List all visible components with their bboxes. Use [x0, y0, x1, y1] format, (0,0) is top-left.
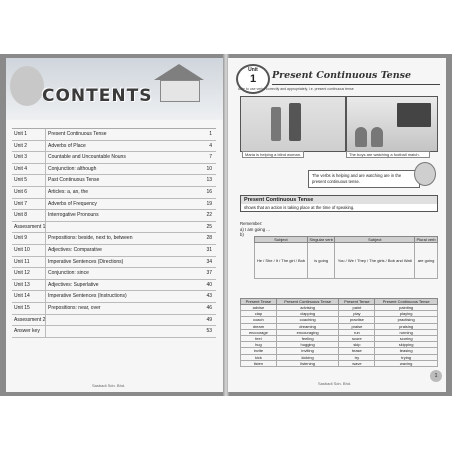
contents-row	[12, 175, 216, 187]
table-cell: advise	[241, 305, 277, 311]
contents-unit: Unit 2	[14, 142, 28, 149]
contents-unit: Unit 3	[14, 154, 28, 161]
contents-page: 19	[206, 200, 212, 207]
contents-page: 46	[206, 304, 212, 311]
contents-page: 1	[209, 131, 212, 137]
table-cell: invite	[241, 348, 277, 354]
table-cell: coaching	[276, 317, 339, 323]
table-cell: kick	[241, 354, 277, 360]
column-divider	[45, 233, 46, 244]
plural-verb: are going	[415, 243, 438, 279]
contents-title: Conjunction: since	[48, 270, 89, 277]
contents-header-illustration	[6, 58, 224, 120]
column-divider	[45, 245, 46, 256]
table-cell: skip	[339, 342, 375, 348]
contents-page: 22	[206, 212, 212, 219]
picture-helping-blind-woman	[240, 96, 346, 152]
contents-page: 25	[206, 223, 212, 230]
column-divider	[45, 291, 46, 302]
table-cell: waving	[375, 360, 438, 366]
column-divider	[45, 303, 46, 314]
contents-unit: Unit 10	[14, 246, 30, 253]
contents-title: Interrogative Pronouns	[48, 212, 99, 219]
boy-figure	[355, 127, 367, 147]
table-cell: running	[375, 329, 438, 335]
subject-verb-table	[254, 236, 438, 279]
table-cell: advising	[276, 305, 339, 311]
table-header: Plural verb	[416, 237, 436, 242]
table-cell: tease	[339, 348, 375, 354]
table-cell: wave	[339, 360, 375, 366]
contents-unit: Unit 1	[14, 131, 28, 137]
contents-page: 4	[209, 142, 212, 149]
woman-figure	[289, 103, 301, 141]
table-cell: teasing	[375, 348, 438, 354]
contents-page: 34	[206, 258, 212, 265]
table-cell: feel	[241, 336, 277, 342]
explanation-note: The verbs is helping and are watching are in the present continuous tense.	[308, 170, 420, 188]
contents-title: Present Continuous Tense	[48, 131, 107, 137]
table-header: Subject	[255, 237, 308, 243]
column-divider	[45, 268, 46, 279]
contents-unit: Unit 11	[14, 258, 30, 265]
table-cell: run	[339, 329, 375, 335]
contents-title: Adjectives: Superlative	[48, 281, 99, 288]
contents-unit: Unit 12	[14, 270, 30, 277]
table-cell: coach	[241, 317, 277, 323]
column-divider	[45, 199, 46, 210]
table-header: Subject	[335, 237, 415, 243]
column-divider	[45, 257, 46, 268]
contents-unit: Assessment 2	[14, 316, 46, 323]
column-divider	[45, 222, 46, 233]
contents-unit: Unit 14	[14, 293, 30, 300]
column-divider	[45, 280, 46, 291]
contents-row	[12, 303, 216, 315]
contents-title: Adverbs of Frequency	[48, 200, 97, 207]
table-cell: feeling	[276, 336, 339, 342]
column-divider	[45, 129, 46, 140]
unit-title: Present Continuous Tense	[272, 70, 412, 81]
contents-page: 7	[209, 154, 212, 161]
house-illustration	[154, 64, 204, 100]
contents-row	[12, 152, 216, 164]
singular-subjects: He / She / It / The girl / Bob	[255, 243, 308, 279]
contents-page: 43	[206, 293, 212, 300]
remember-b: b)	[240, 232, 244, 237]
column-divider	[45, 164, 46, 175]
table-cell: encourage	[241, 329, 277, 335]
contents-title: Conjunction: although	[48, 165, 97, 172]
contents-row	[12, 245, 216, 257]
table-header: Present Continuous Tense	[375, 299, 438, 305]
verb-forms-table	[240, 298, 438, 367]
contents-unit: Unit 15	[14, 304, 30, 311]
contents-unit: Assessment 1	[14, 223, 46, 230]
table-cell: score	[339, 336, 375, 342]
table-cell: hugging	[276, 342, 339, 348]
rule-body: shows that an action is taking place at the time of speaking.	[244, 205, 355, 210]
contents-row	[12, 326, 216, 338]
unit-badge-label: Unit	[248, 67, 258, 73]
table-cell: practising	[375, 317, 438, 323]
contents-page: 37	[206, 270, 212, 277]
contents-page: 49	[206, 316, 212, 323]
table-header: Singular verb	[309, 237, 333, 242]
house-roof	[154, 64, 204, 80]
rule-box	[240, 195, 438, 212]
table-header: Present Tense	[339, 299, 375, 305]
remember-a: a) I am going ...	[240, 226, 270, 232]
contents-unit: Unit 5	[14, 177, 28, 184]
table-cell: kicking	[276, 354, 339, 360]
table-cell: praising	[375, 323, 438, 329]
contents-row	[12, 233, 216, 245]
contents-unit: Unit 8	[14, 212, 28, 219]
contents-row	[12, 222, 216, 234]
contents-page	[6, 58, 224, 392]
contents-page: 16	[206, 188, 212, 195]
contents-title: Articles: a, an, the	[48, 188, 89, 195]
column-divider	[45, 315, 46, 326]
contents-row	[12, 315, 216, 327]
column-divider	[45, 326, 46, 337]
boy-figure	[371, 127, 383, 147]
contents-title: Past Continuous Tense	[48, 177, 100, 184]
contents-row	[12, 141, 216, 153]
contents-row	[12, 199, 216, 211]
table-cell: clapping	[276, 311, 339, 317]
learning-objective: Able to use verbs correctly and appropriately, i.e. present continuous tense	[238, 87, 354, 91]
contents-unit: Unit 9	[14, 235, 28, 242]
contents-row	[12, 291, 216, 303]
contents-title: Countable and Uncountable Nouns	[48, 154, 126, 161]
table-cell: encouraging	[276, 329, 339, 335]
table-header: Present Tense	[241, 299, 277, 305]
table-cell: hug	[241, 342, 277, 348]
unit-badge-number: 1	[249, 73, 257, 85]
column-divider	[45, 152, 46, 163]
contents-row	[12, 210, 216, 222]
tree-illustration	[10, 66, 44, 106]
title-underline	[272, 84, 440, 85]
table-cell: skipping	[375, 342, 438, 348]
contents-title: Prepositions: near, over	[48, 304, 101, 311]
remember-label: Remember:	[240, 221, 263, 226]
contents-row	[12, 280, 216, 292]
column-divider	[45, 141, 46, 152]
publisher-footer-left: Sasbadi Sdn. Bhd.	[92, 383, 126, 388]
contents-row	[12, 257, 216, 269]
contents-unit: Unit 7	[14, 200, 28, 207]
contents-page: 31	[206, 246, 212, 253]
table-cell: paint	[339, 305, 375, 311]
rule-heading: Present Continuous Tense	[241, 196, 437, 204]
television-icon	[397, 103, 431, 127]
caption-boys: The boys are watching a football match.	[346, 151, 430, 158]
contents-page: 10	[206, 165, 212, 172]
contents-row	[12, 129, 216, 141]
character-icon	[414, 162, 436, 186]
contents-title: Adjectives: Comparative	[48, 246, 102, 253]
contents-row	[12, 187, 216, 199]
contents-unit: Unit 6	[14, 188, 28, 195]
plural-subjects: You / We / They / The girls / Bob and Wati	[335, 243, 415, 279]
contents-page: 53	[206, 328, 212, 335]
table-header: Present Continuous Tense	[276, 299, 339, 305]
contents-title: Adverbs of Place	[48, 142, 86, 149]
contents-row	[12, 268, 216, 280]
contents-page: 40	[206, 281, 212, 288]
contents-title: Imperative Sentences (Directions)	[48, 258, 124, 265]
contents-title: Prepositions: beside, next to, between	[48, 235, 133, 242]
table-row	[241, 360, 438, 366]
table-cell: playing	[375, 311, 438, 317]
contents-page: 13	[206, 177, 212, 184]
table-cell: clap	[241, 311, 277, 317]
column-divider	[45, 187, 46, 198]
contents-unit: Answer key	[14, 328, 40, 335]
table-cell: inviting	[276, 348, 339, 354]
table-cell: practise	[339, 317, 375, 323]
column-divider	[45, 210, 46, 221]
contents-page: 28	[206, 235, 212, 242]
house-wall	[160, 80, 200, 102]
contents-unit: Unit 4	[14, 165, 28, 172]
contents-title: Imperative Sentences (Instructions)	[48, 293, 127, 300]
girl-figure	[271, 107, 281, 141]
table-cell: listening	[276, 360, 339, 366]
table-cell: dream	[241, 323, 277, 329]
caption-maria: Maria is helping a blind woman.	[242, 151, 304, 158]
page-number: 1	[430, 370, 442, 382]
picture-boys-watching-tv	[346, 96, 438, 152]
table-cell: painting	[375, 305, 438, 311]
table-cell: try	[339, 354, 375, 360]
contents-unit: Unit 13	[14, 281, 30, 288]
publisher-footer: Sasbadi Sdn. Bhd.	[318, 381, 352, 386]
table-cell: trying	[375, 354, 438, 360]
contents-row	[12, 164, 216, 176]
column-divider	[45, 175, 46, 186]
singular-verb: is going	[307, 243, 335, 279]
table-cell: play	[339, 311, 375, 317]
table-cell: scoring	[375, 336, 438, 342]
table-cell: praise	[339, 323, 375, 329]
table-cell: dreaming	[276, 323, 339, 329]
contents-title: CONTENTS	[42, 86, 153, 106]
contents-table	[12, 128, 216, 338]
table-cell: listen	[241, 360, 277, 366]
unit-1-page	[228, 58, 446, 392]
